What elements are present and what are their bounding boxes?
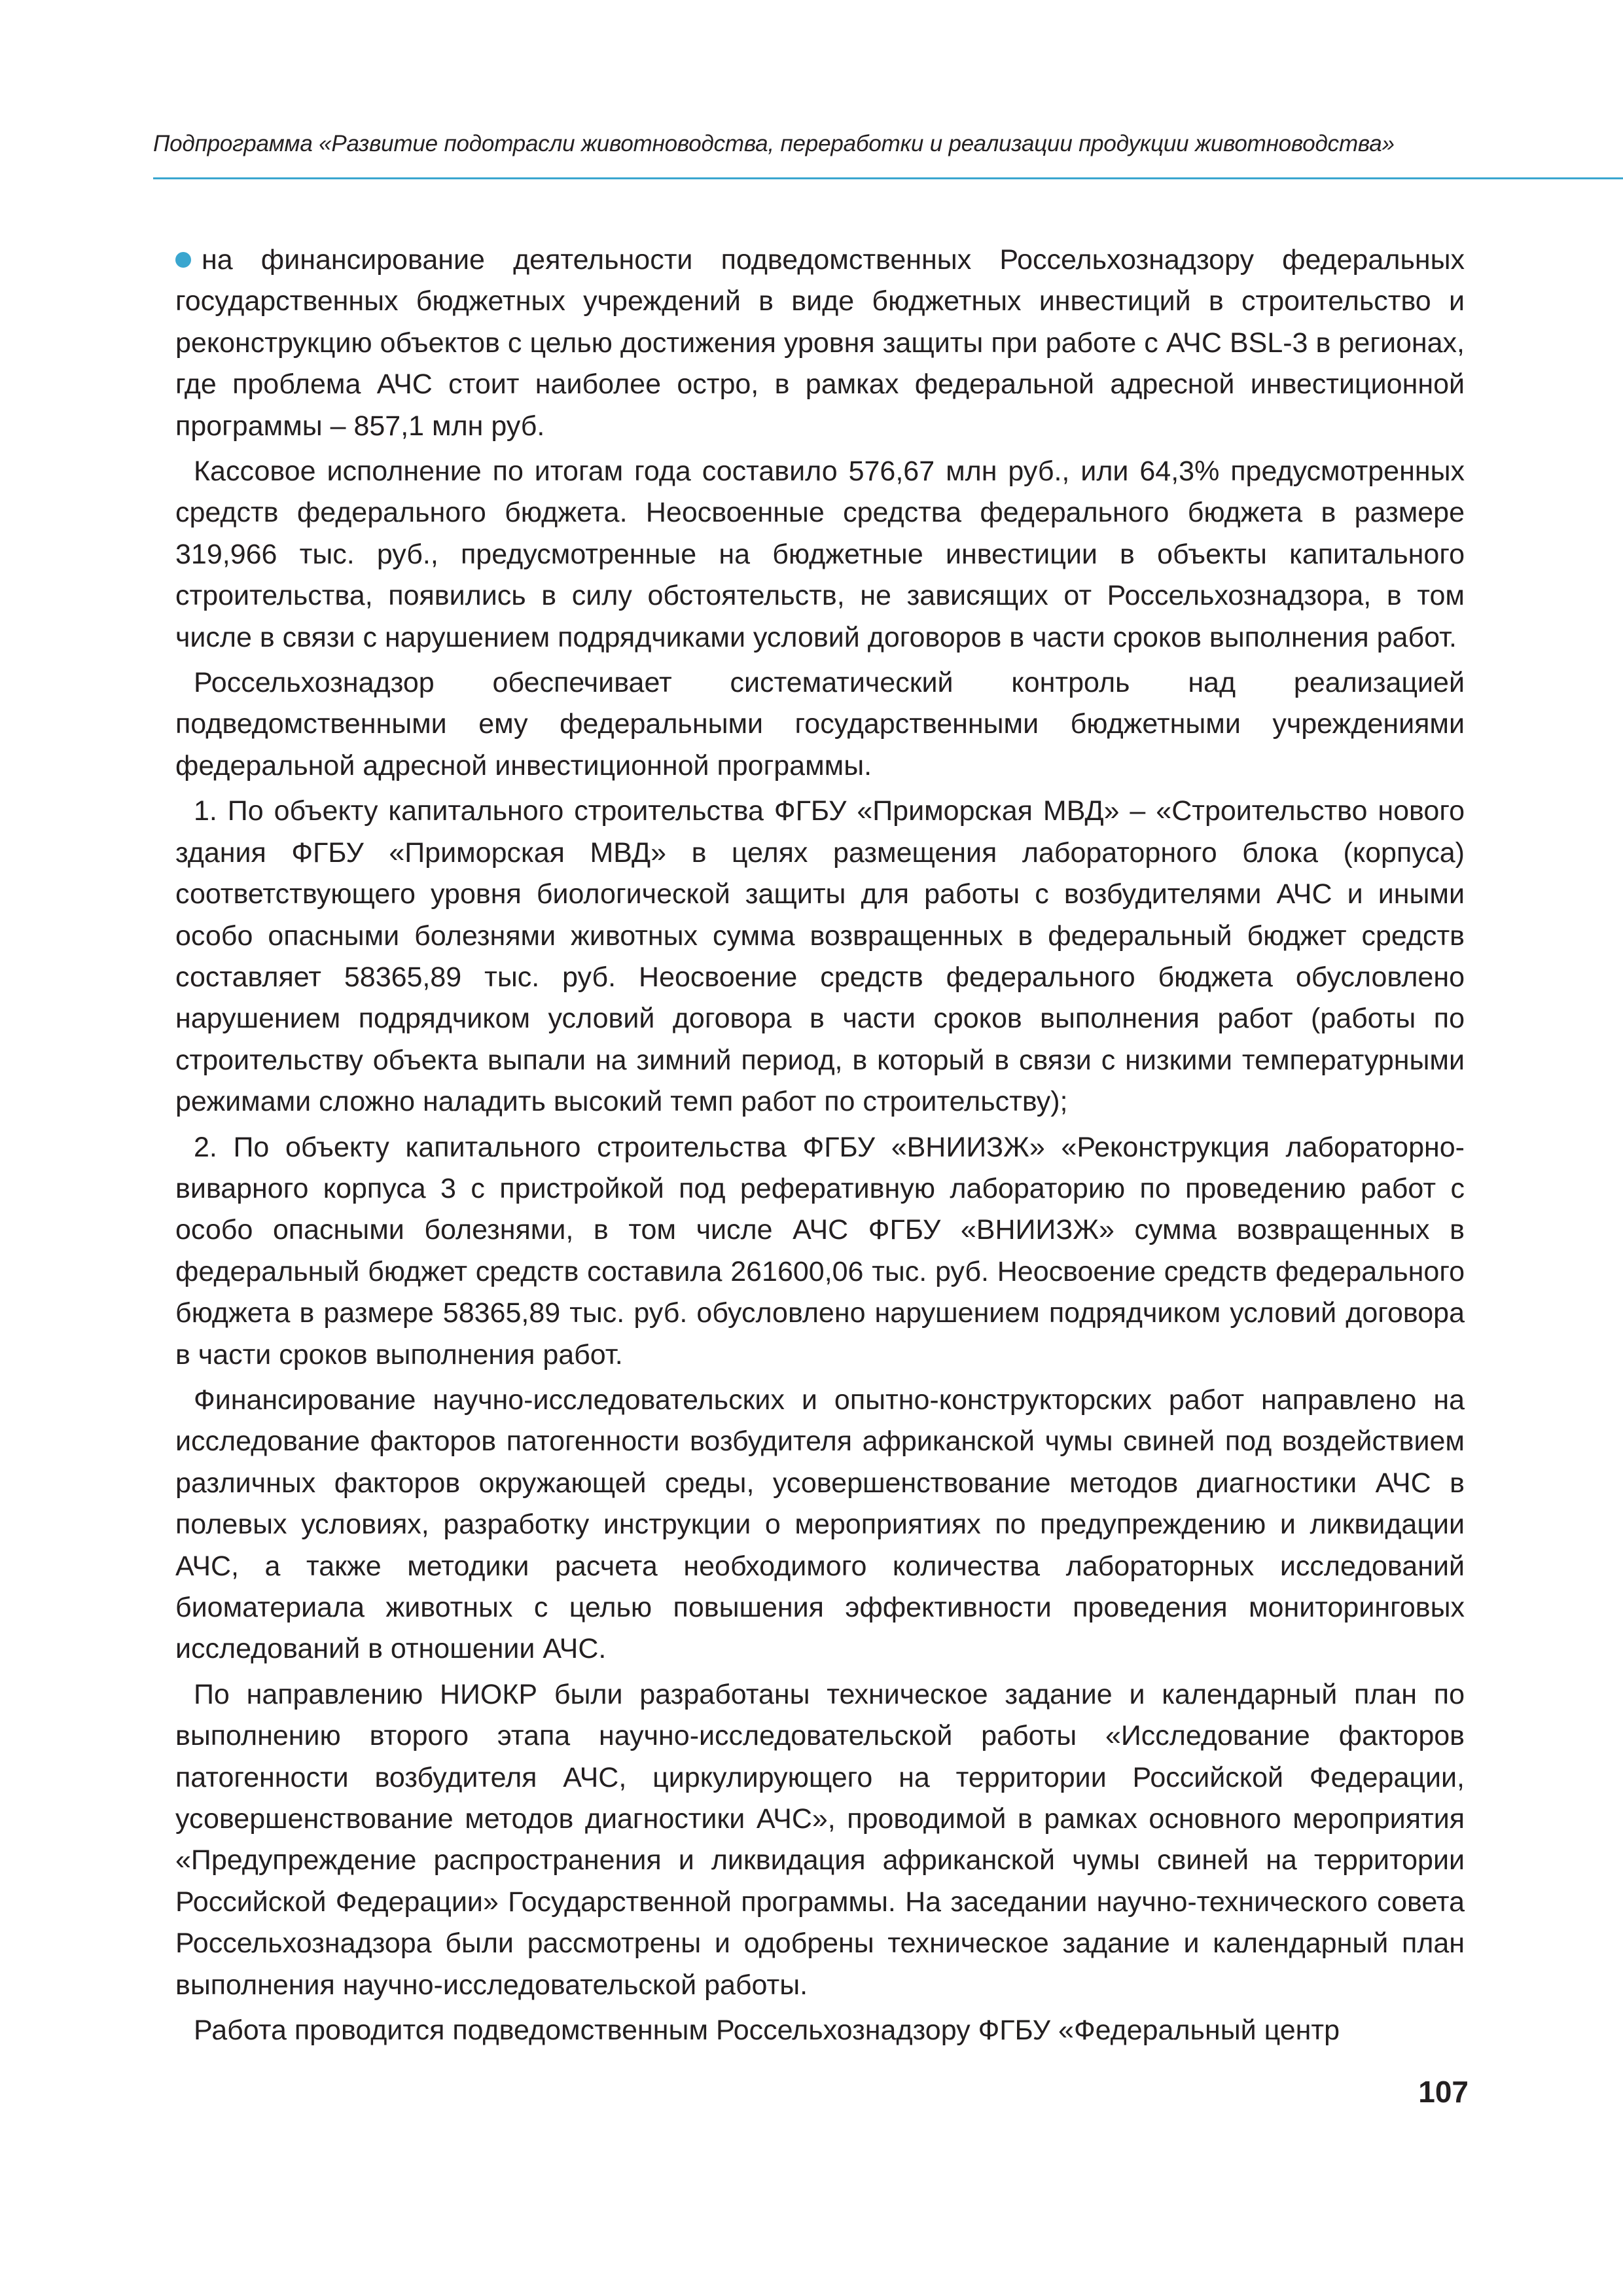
bullet-icon [175,252,191,268]
paragraph: Россельхознадзор обеспечивает систематический контроль над реализацией подведомственными ему федеральными государственными бюджетными учреждениями федеральной адресной инвестиционной программы. [175,667,1465,781]
paragraph: Работа проводится подведомственным Россельхознадзору ФГБУ «Федеральный центр [194,2015,1340,2047]
bullet-item-text: на финансирование деятельности подведомственных Россельхознадзору федеральных государственных бюджетных учреждений в виде бюджетных инвестиций в строительство и реконструкцию объектов с целью достижения уровня защиты при работе с АЧС BSL-3 в регионах, где проблема АЧС стоит наиболее остро, в рамках федеральной адресной инвестиционной программы – 857,1 млн руб. [175,244,1465,442]
paragraph: Кассовое исполнение по итогам года составило 576,67 млн руб., или 64,3% предусмотренных средств федерального бюджета. Неосвоенные средства федерального бюджета в размере 319,966 тыс. руб., предусмотренные на бюджетные инвестиции в объекты капитального строительства, появились в силу обстоятельств, не зависящих от Россельхознадзора, в том числе в связи с нарушением подрядчиками условий договоров в части сроков выполнения работ. [175,456,1465,653]
paragraph: Финансирование научно-исследовательских и опытно-конструкторских работ направлено на исследование факторов патогенности возбудителя африканской чумы свиней под воздействием различных факторов окружающей среды, усовершенствование методов диагностики АЧС в полевых условиях, разработку инструкции о мероприятиях по предупреждению и ликвидации АЧС, а также методики расчета необходимого количества лабораторных исследований биоматериала животных с целью повышения эффективности проведения мониторинговых исследований в отношении АЧС. [175,1384,1465,1665]
bullet-item [175,240,1465,447]
page-body [175,240,1465,2055]
paragraph: 1. По объекту капитального строительства ФГБУ «Приморская МВД» – «Строительство нового здания ФГБУ «Приморская МВД» в целях размещения лабораторного блока (корпуса) соответствующего уровня биологической защиты для работы с возбудителями АЧС и иными особо опасными болезнями животных сумма возвращенных в федеральный бюджет средств составляет 58365,89 тыс. руб. Неосвоение средств федерального бюджета обусловлено нарушением подрядчиком условий договора в части сроков выполнения работ (работы по строительству объекта выпали на зимний период, в который в связи с низкими температурными режимами сложно наладить высокий темп работ по строительству); [175,795,1465,1118]
running-header: Подпрограмма «Развитие подотрасли животноводства, переработки и реализации продукции животноводства» [153,131,1395,156]
paragraph: По направлению НИОКР были разработаны техническое задание и календарный план по выполнению второго этапа научно-исследовательской работы «Исследование факторов патогенности возбудителя АЧС, циркулирующего на территории Российской Федерации, усовершенствование методов диагностики АЧС», проводимой в рамках основного мероприятия «Предупреждение распространения и ликвидация африканской чумы свиней на территории Российской Федерации» Государственной программы. На заседании научно-технического совета Россельхознадзора были рассмотрены и одобрены техническое задание и календарный план выполнения научно-исследовательской работы. [175,1678,1465,2001]
paragraph: 2. По объекту капитального строительства ФГБУ «ВНИИЗЖ» «Реконструкция лабораторно-виварного корпуса 3 с пристройкой под реферативную лабораторию по проведению работ с особо опасными болезнями, в том числе АЧС ФГБУ «ВНИИЗЖ» сумма возвращенных в федеральный бюджет средств составила 261600,06 тыс. руб. Неосвоение средств федерального бюджета в размере 58365,89 тыс. руб. обусловлено нарушением подрядчиком условий договора в части сроков выполнения работ. [175,1131,1465,1371]
page-number: 107 [1418,2075,1469,2109]
header-rule [153,177,1623,179]
